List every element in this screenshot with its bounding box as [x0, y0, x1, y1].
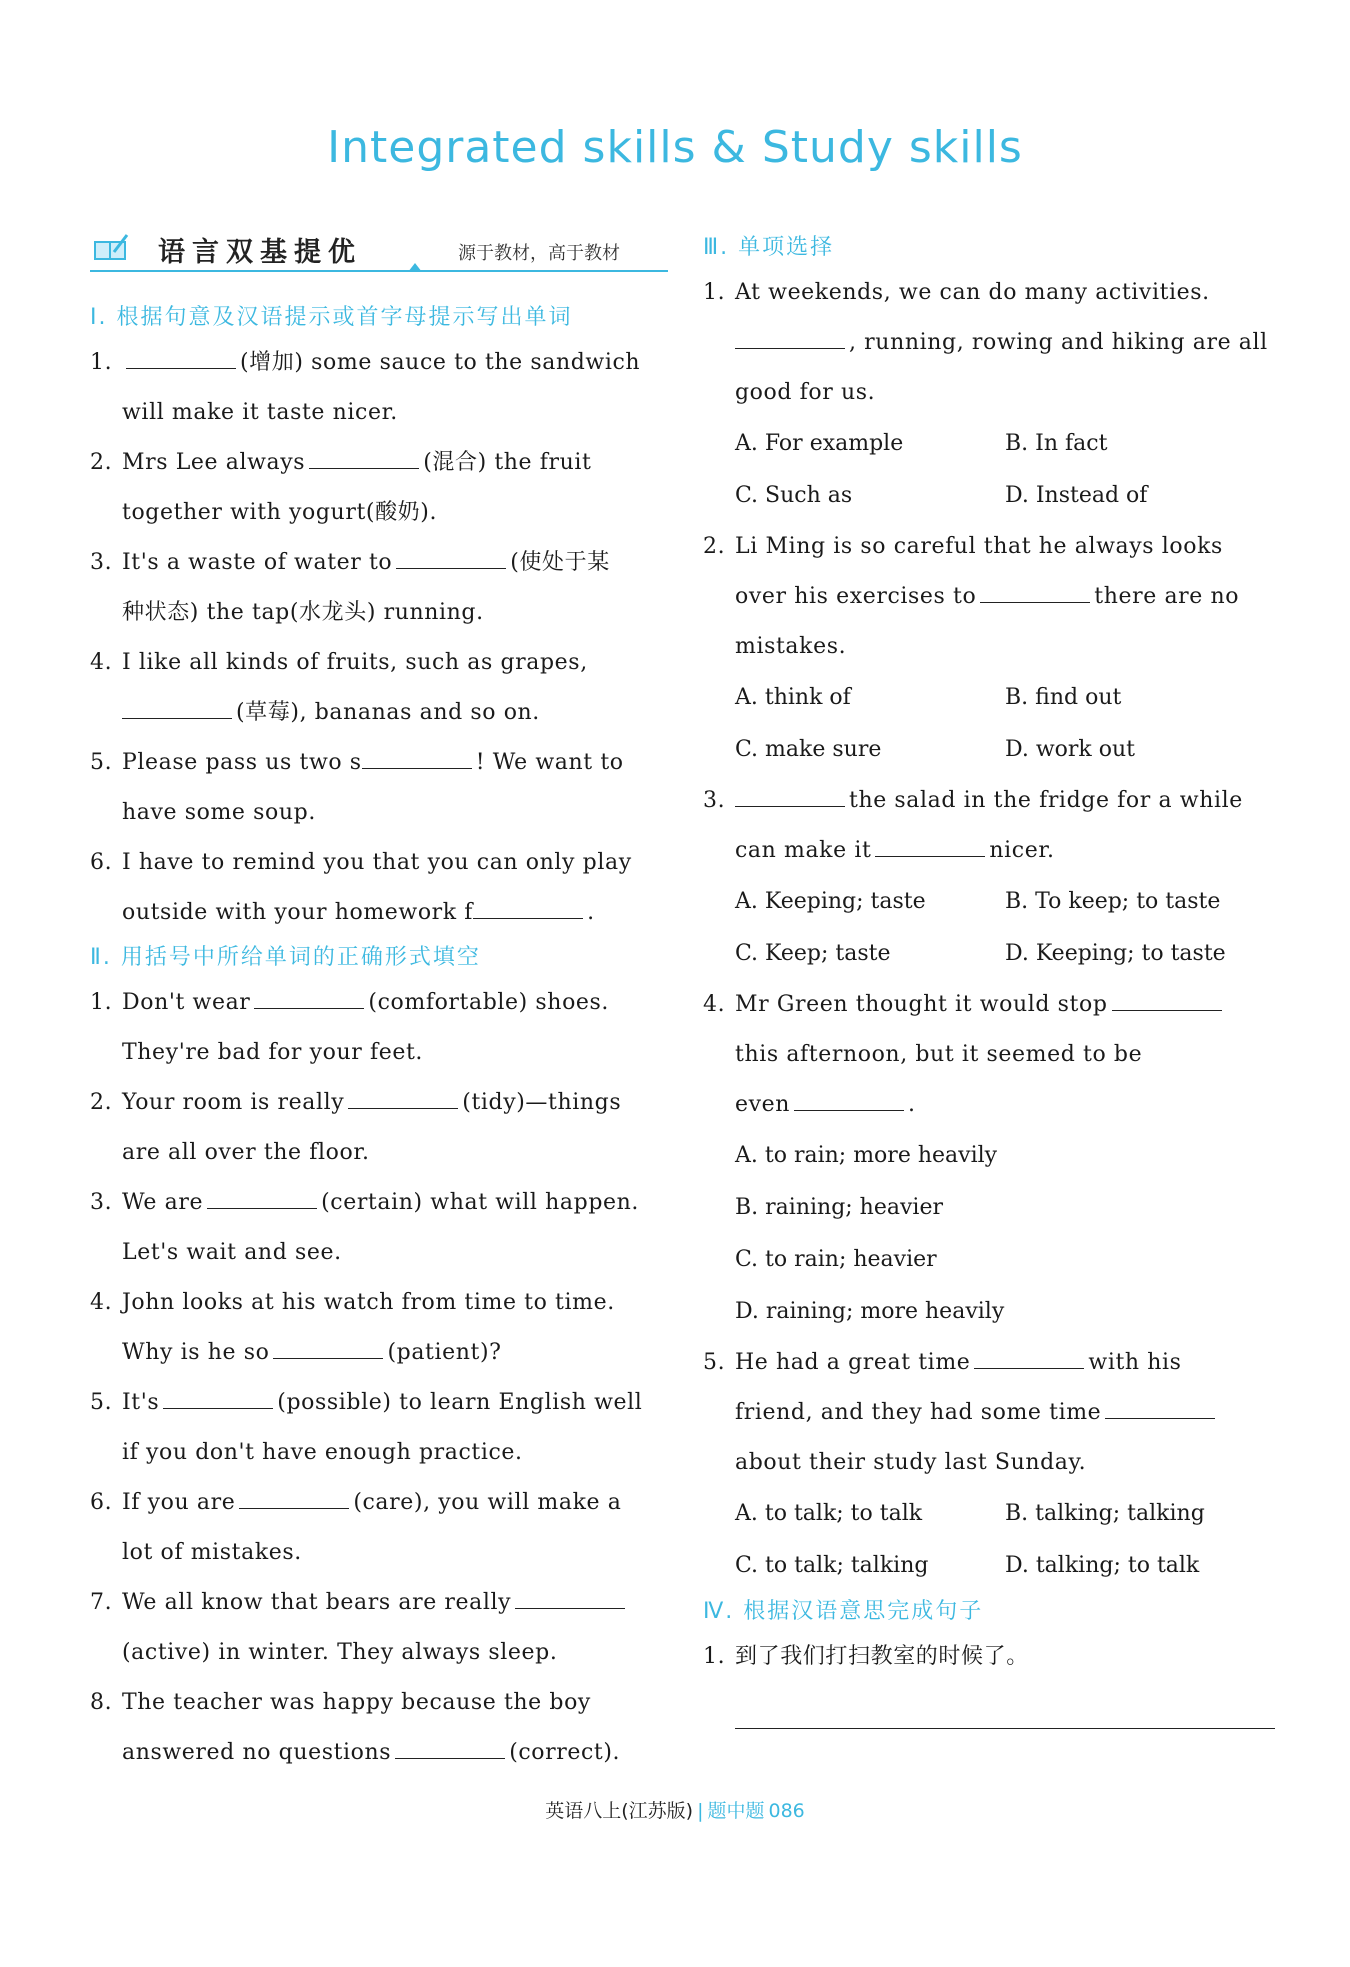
s3-q2-options-cd — [703, 724, 1275, 776]
answer-blank[interactable] — [239, 1486, 349, 1509]
s2-question-4: 4. John looks at his watch from time to time. Why is he so (patient)? — [90, 1290, 615, 1365]
answer-blank[interactable] — [735, 326, 845, 349]
section-1-heading: Ⅰ. 根据句意及汉语提示或首字母提示写出单词 — [90, 305, 573, 330]
s2-question-6: 6. If you are (care), you will make a lot of mistakes. — [90, 1478, 670, 1578]
option-a[interactable]: A. to talk; to talk — [735, 1501, 923, 1526]
module-title: 语言双基提优 — [158, 237, 362, 268]
s2-question-7: 7. We all know that bears are really (active) in winter. They always sleep. — [90, 1578, 670, 1678]
s3-question-2: 2. Li Ming is so careful that he always looks over his exercises to there are no mistakes. — [703, 534, 1240, 659]
s1-question-5: 5. Please pass us two s ! We want to have some soup. — [90, 738, 670, 838]
answer-blank[interactable] — [309, 446, 419, 469]
s3-q2-options-ab — [703, 672, 1275, 724]
answer-blank[interactable] — [980, 580, 1090, 603]
page-title: Integrated skills & Study skills — [327, 122, 1023, 173]
s3-q3-options-ab — [703, 876, 1275, 928]
s3-q1-options-cd — [703, 470, 1275, 522]
answer-blank[interactable] — [254, 986, 364, 1009]
answer-blank[interactable] — [1105, 1396, 1215, 1419]
s3-q5-options-ab — [703, 1488, 1275, 1540]
option-b[interactable]: B. To keep; to taste — [1005, 889, 1221, 914]
page-number: 086 — [768, 1800, 805, 1822]
option-b[interactable]: B. raining; heavier — [735, 1195, 943, 1220]
module-header — [90, 228, 668, 272]
module-marker — [408, 263, 422, 272]
option-b[interactable]: B. In fact — [1005, 431, 1108, 456]
answer-blank[interactable] — [473, 896, 583, 919]
answer-blank[interactable] — [163, 1386, 273, 1409]
answer-blank[interactable] — [126, 346, 236, 369]
book-pencil-icon — [92, 232, 130, 262]
option-c[interactable]: C. Such as — [735, 483, 853, 508]
answer-blank[interactable] — [794, 1088, 904, 1111]
answer-blank[interactable] — [396, 546, 506, 569]
brand-label: 题中题 — [707, 1800, 765, 1822]
answer-blank[interactable] — [875, 834, 985, 857]
module-subtitle: 源于教材，高于教材 — [458, 243, 620, 264]
s2-question-5: 5. It's (possible) to learn English well if you don't have enough practice. — [90, 1378, 670, 1478]
s3-q5-options-cd — [703, 1540, 1275, 1592]
section-3-heading: Ⅲ. 单项选择 — [703, 235, 835, 260]
s2-question-2: 2. Your room is really (tidy)—things are all over the floor. — [90, 1078, 670, 1178]
s3-q1-options-ab — [703, 418, 1275, 470]
s2-question-8: 8. The teacher was happy because the boy answered no questions (correct). — [90, 1690, 621, 1765]
option-d[interactable]: D. raining; more heavily — [735, 1299, 1005, 1324]
option-c[interactable]: C. make sure — [735, 737, 882, 762]
section-2-heading: Ⅱ. 用括号中所给单词的正确形式填空 — [90, 945, 481, 970]
option-a[interactable]: A. For example — [735, 431, 904, 456]
answer-blank[interactable] — [348, 1086, 458, 1109]
option-c[interactable]: C. Keep; taste — [735, 941, 891, 966]
s1-question-3: 3. It's a waste of water to (使处于某 种状态) the tap(水龙头) running. — [90, 538, 670, 638]
s3-question-4: 4. Mr Green thought it would stop this afternoon, but it seemed to be even . — [703, 980, 1275, 1130]
option-a[interactable]: A. Keeping; taste — [735, 889, 926, 914]
answer-blank[interactable] — [273, 1336, 383, 1359]
answer-blank[interactable] — [515, 1586, 625, 1609]
s1-question-2: 2. Mrs Lee always (混合) the fruit together with yogurt(酸奶). — [90, 438, 670, 538]
s4-question-1: 1. 到了我们打扫教室的时候了。 — [703, 1644, 1029, 1669]
left-column — [90, 228, 670, 1778]
s3-q3-options-cd — [703, 928, 1275, 980]
s3-question-5: 5. He had a great time with his friend, and they had some time about their study last Sunday. — [703, 1338, 1275, 1488]
book-label: 英语八上(江苏版) — [545, 1800, 694, 1822]
s2-question-1: 1. Don't wear (comfortable) shoes. They're bad for your feet. — [90, 978, 670, 1078]
answer-blank[interactable] — [207, 1186, 317, 1209]
option-b[interactable]: B. talking; talking — [1005, 1501, 1205, 1526]
page-footer — [0, 1796, 1350, 1823]
option-d[interactable]: D. talking; to talk — [1005, 1553, 1200, 1578]
option-c[interactable]: C. to talk; talking — [735, 1553, 929, 1578]
option-d[interactable]: D. Instead of — [1005, 483, 1148, 508]
s1-question-4: 4. I like all kinds of fruits, such as grapes, (草莓), bananas and so on. — [90, 650, 588, 725]
s1-question-6: 6. I have to remind you that you can only play outside with your homework f . — [90, 850, 632, 925]
option-d[interactable]: D. work out — [1005, 737, 1136, 762]
section-4-heading: Ⅳ. 根据汉语意思完成句子 — [703, 1599, 984, 1624]
answer-blank[interactable] — [735, 784, 845, 807]
option-b[interactable]: B. find out — [1005, 685, 1122, 710]
s2-question-3: 3. We are (certain) what will happen. Let's wait and see. — [90, 1178, 670, 1278]
s1-question-1: 1. (增加) some sauce to the sandwich will make it taste nicer. — [90, 338, 670, 438]
answer-blank[interactable] — [1112, 988, 1222, 1011]
footer-separator: | — [697, 1800, 704, 1822]
option-a[interactable]: A. to rain; more heavily — [735, 1143, 998, 1168]
option-c[interactable]: C. to rain; heavier — [735, 1247, 937, 1272]
s3-question-1: 1. At weekends, we can do many activities. , running, rowing and hiking are all good for us. — [703, 280, 1268, 405]
answer-blank[interactable] — [974, 1346, 1084, 1369]
answer-line[interactable] — [735, 1682, 1275, 1729]
answer-blank[interactable] — [122, 696, 232, 719]
answer-blank[interactable] — [362, 746, 472, 769]
s3-question-3: 3. the salad in the fridge for a while can make it nicer. — [703, 776, 1275, 876]
option-a[interactable]: A. think of — [735, 685, 851, 710]
right-column — [703, 228, 1275, 1729]
option-d[interactable]: D. Keeping; to taste — [1005, 941, 1226, 966]
answer-blank[interactable] — [395, 1736, 505, 1759]
